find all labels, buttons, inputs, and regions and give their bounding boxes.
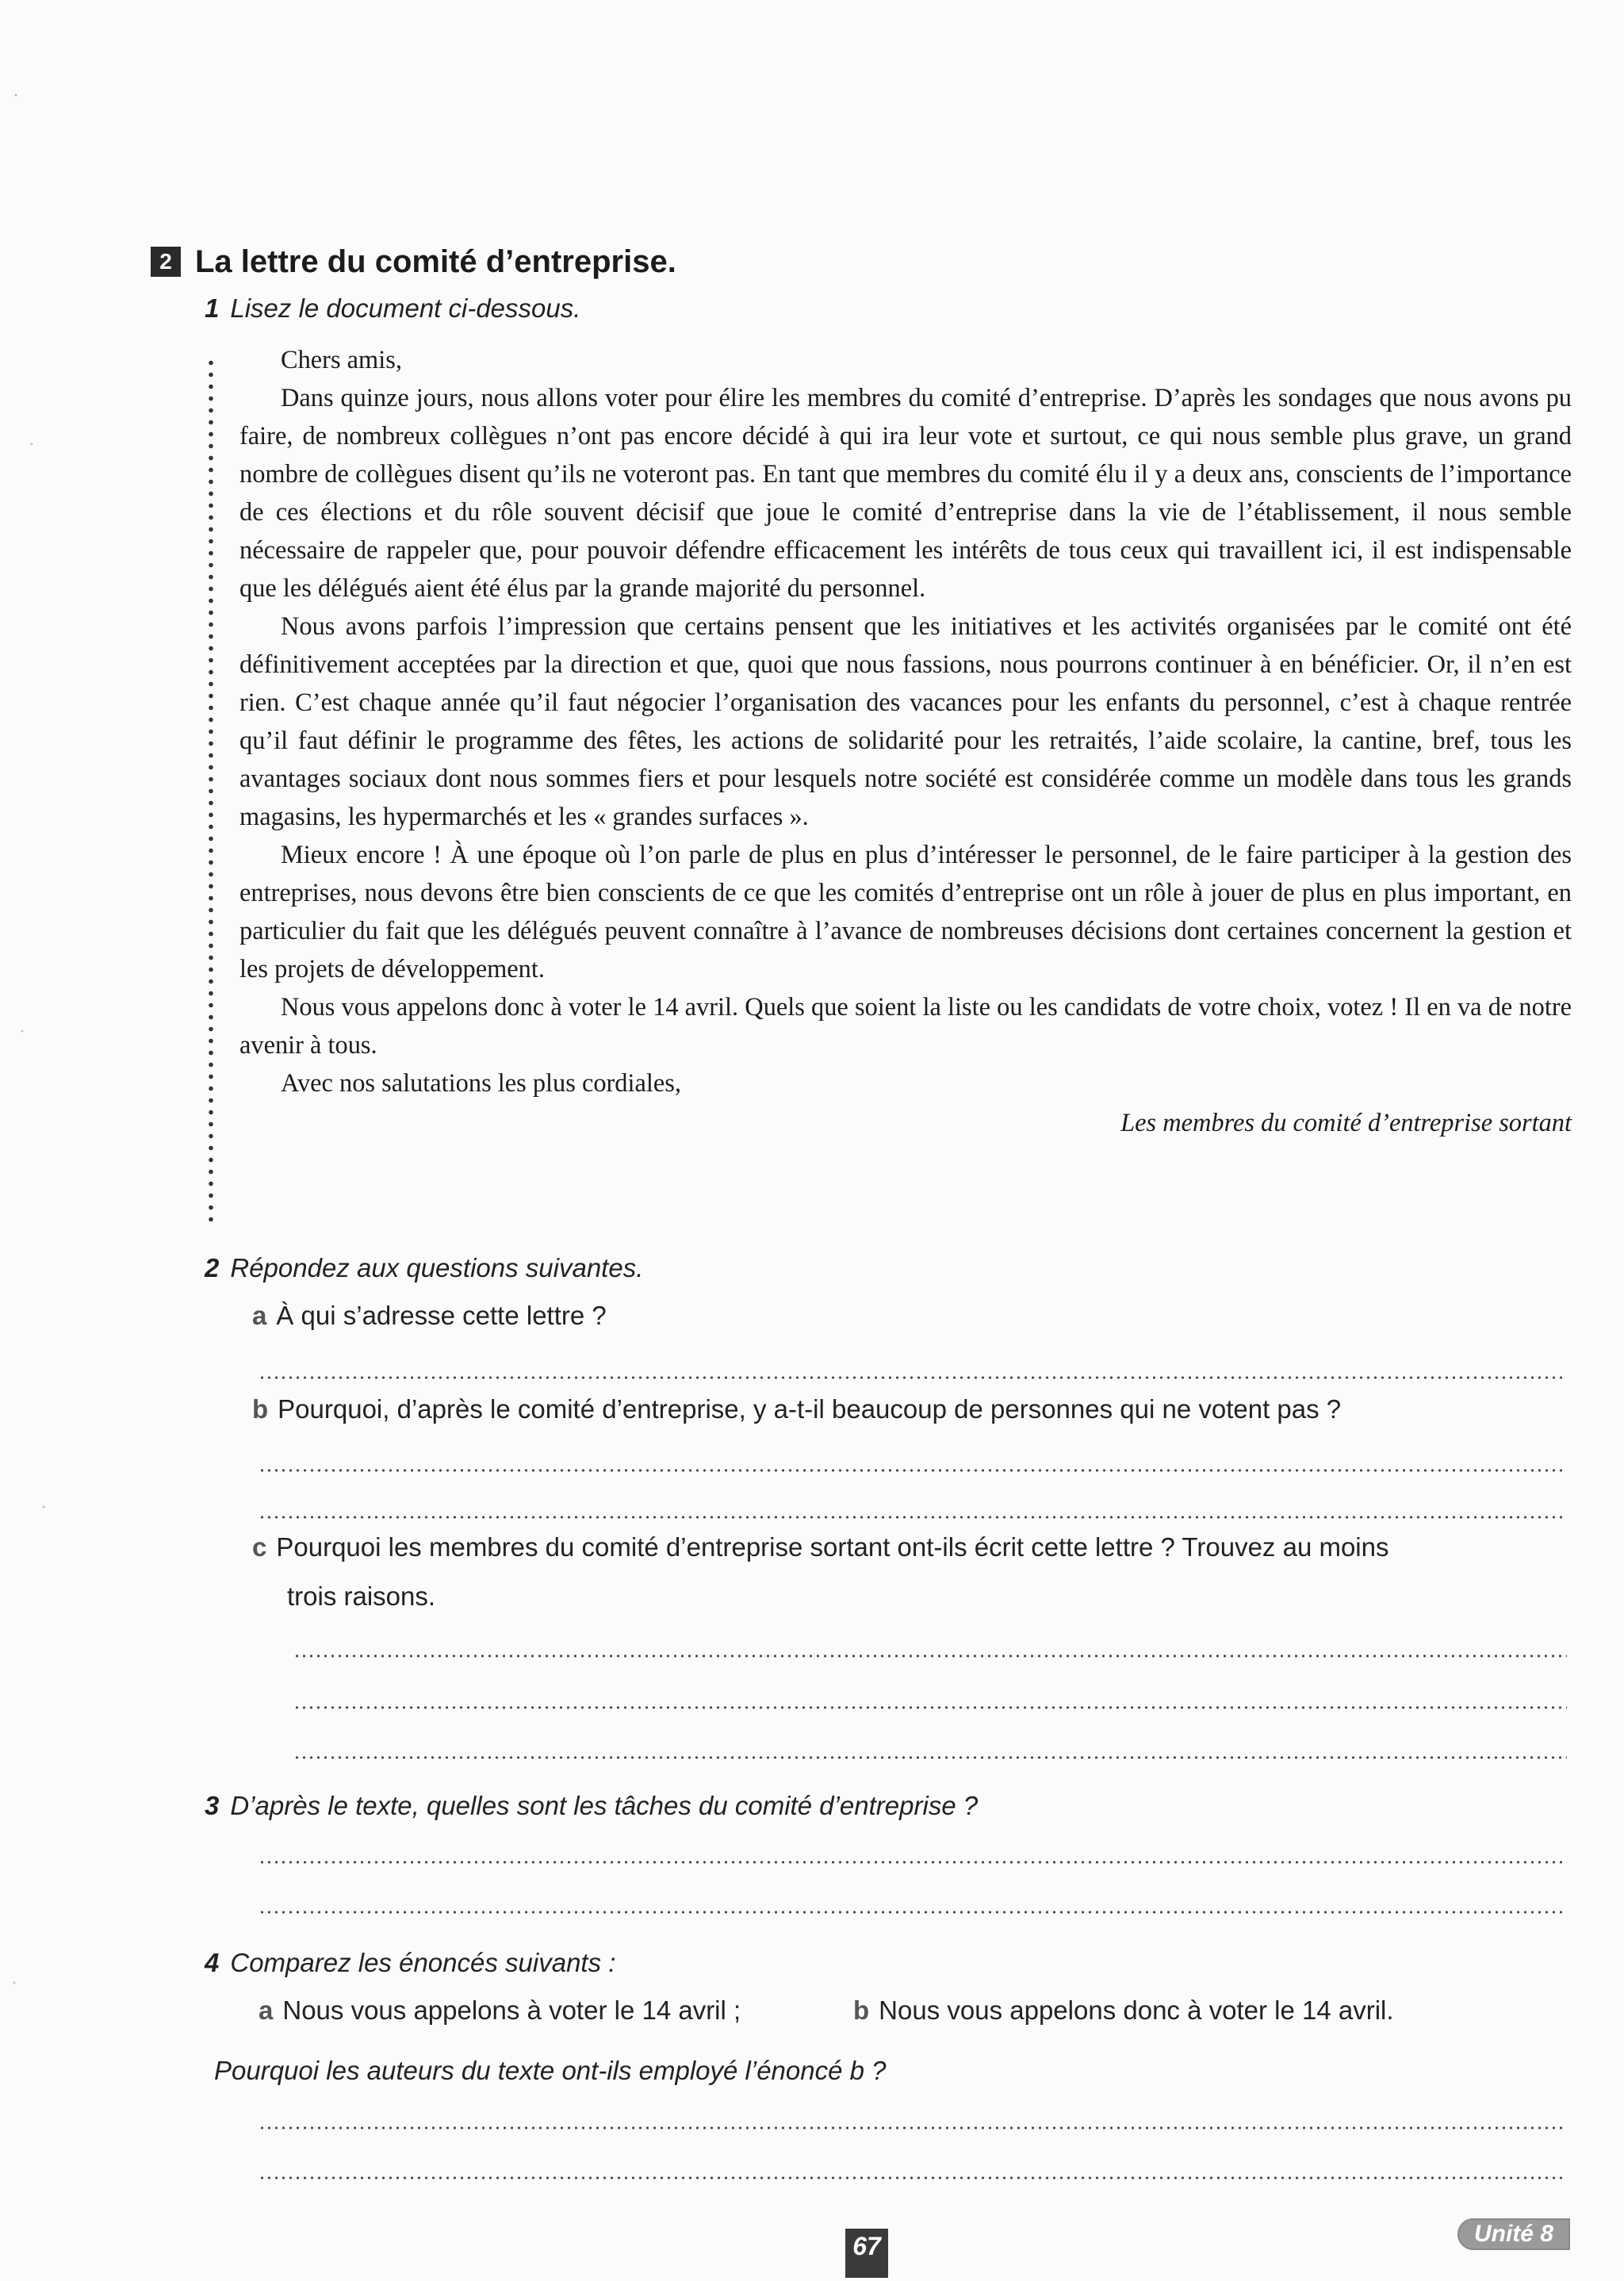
statement-letter: b — [853, 1995, 870, 2025]
letter-document — [239, 341, 1572, 1142]
sub-question-text: À qui s’adresse cette lettre ? — [276, 1301, 607, 1330]
answer-line[interactable] — [259, 2176, 1567, 2180]
sub-question-text: Pourquoi les membres du comité d’entreprise sortant ont-ils écrit cette lettre ? Trouvez au moins — [276, 1532, 1389, 1562]
page-number: 67 — [845, 2229, 888, 2278]
letter-greeting: Chers amis, — [281, 346, 402, 374]
section-number-badge: 2 — [151, 247, 181, 277]
statement-text: Nous vous appelons à voter le 14 avril ; — [282, 1995, 741, 2025]
sub-question-text: trois raisons. — [287, 1581, 436, 1611]
instruction-1 — [205, 293, 580, 324]
answer-line[interactable] — [293, 1654, 1567, 1658]
instruction-text: Lisez le document ci-dessous. — [230, 293, 581, 323]
question-text: Comparez les énoncés suivants : — [230, 1948, 616, 1977]
answer-line[interactable] — [259, 1468, 1567, 1473]
question-4-followup — [214, 2056, 887, 2086]
letter-paragraph: Nous avons parfois l’impression que certains pensent que les initiatives et les activités organisées par le comité ont été définitivement acceptées par la direction et que, quoi que nous fassions, nous pourrons continuer à en bénéficier. Or, il n’en est rien. C’est chaque année qu’il faut négocier l’organisation des vacances pour les enfants du personnel, c’est à chaque rentrée qu’il faut définir le programme des fêtes, les actions de solidarité pour les retraités, l’aide scolaire, la cantine, bref, tous les avantages sociaux dont nous sommes fiers et pour lesquels notre société est considérée comme un modèle dans tous les grands magasins, les hypermarchés et les « grandes surfaces ». — [239, 612, 1572, 831]
question-number: 4 — [205, 1948, 220, 1977]
question-2c-continued — [287, 1581, 435, 1612]
answer-line[interactable] — [259, 2126, 1567, 2130]
question-2a — [252, 1301, 607, 1331]
question-number: 3 — [205, 1791, 220, 1820]
letter-paragraph: Mieux encore ! À une époque où l’on parle de plus en plus d’intéresser le personnel, de le faire participer à la gestion des entreprises, nous devons être bien conscients de ce que les comités d’entreprise ont un rôle à jouer de plus en plus important, en particulier du fait que les délégués peuvent connaître à l’avance de nombreuses décisions dont certaines concernent la gestion et les projets de développement. — [239, 841, 1572, 983]
answer-line[interactable] — [259, 1910, 1567, 1915]
question-4-heading — [205, 1948, 615, 1978]
letter-paragraph: Nous vous appelons donc à voter le 14 avril. Quels que soient la liste ou les candidats de votre choix, votez ! Il en va de notre avenir à tous. — [239, 993, 1572, 1060]
unit-badge: Unité 8 — [1457, 2218, 1570, 2250]
section-header — [151, 238, 864, 286]
question-2-heading — [205, 1253, 643, 1283]
sub-question-letter: b — [252, 1394, 269, 1424]
statement-b — [853, 1995, 1394, 2026]
statement-a — [259, 1995, 741, 2026]
question-text: Pourquoi les auteurs du texte ont-ils employé l’énoncé b ? — [214, 2056, 887, 2085]
instruction-number: 1 — [205, 293, 220, 323]
question-3-heading — [205, 1791, 978, 1821]
letter-closing: Avec nos salutations les plus cordiales, — [281, 1069, 681, 1098]
question-text: Répondez aux questions suivantes. — [230, 1253, 644, 1282]
question-2b — [252, 1394, 1341, 1424]
letter-signature: Les membres du comité d’entreprise sortant — [1120, 1109, 1572, 1137]
statement-text: Nous vous appelons donc à voter le 14 avril. — [879, 1995, 1394, 2025]
letter-dotted-border — [208, 357, 214, 1221]
question-text: D’après le texte, quelles sont les tâches du comité d’entreprise ? — [230, 1791, 979, 1820]
sub-question-text: Pourquoi, d’après le comité d’entreprise, y a-t-il beaucoup de personnes qui ne votent pas ? — [278, 1394, 1342, 1424]
answer-line[interactable] — [259, 1515, 1567, 1520]
answer-line[interactable] — [293, 1755, 1567, 1760]
question-2c — [252, 1532, 1389, 1562]
sub-question-letter: a — [252, 1301, 267, 1330]
answer-line[interactable] — [293, 1705, 1567, 1710]
letter-paragraph: Dans quinze jours, nous allons voter pour élire les membres du comité d’entreprise. D’après les sondages que nous avons pu faire, de nombreux collègues n’ont pas encore décidé à qui ira leur vote et surtout, ce qui nous semble plus grave, un grand nombre de collègues disent qu’ils ne voteront pas. En tant que membres du comité élu il y a deux ans, conscients de l’importance de ces élections et du rôle souvent décisif que joue le comité d’entreprise dans la vie de l’établissement, il nous semble nécessaire de rappeler que, pour pouvoir défendre efficacement les intérêts de tous ceux qui travaillent ici, il est indispensable que les délégués aient été élus par la grande majorité du personnel. — [239, 384, 1572, 603]
question-number: 2 — [205, 1253, 220, 1282]
statement-letter: a — [259, 1995, 274, 2025]
section-title: La lettre du comité d’entreprise. — [195, 243, 676, 279]
scan-noise — [0, 0, 71, 2281]
answer-line[interactable] — [259, 1860, 1567, 1865]
sub-question-letter: c — [252, 1532, 267, 1562]
answer-line[interactable] — [259, 1375, 1567, 1380]
